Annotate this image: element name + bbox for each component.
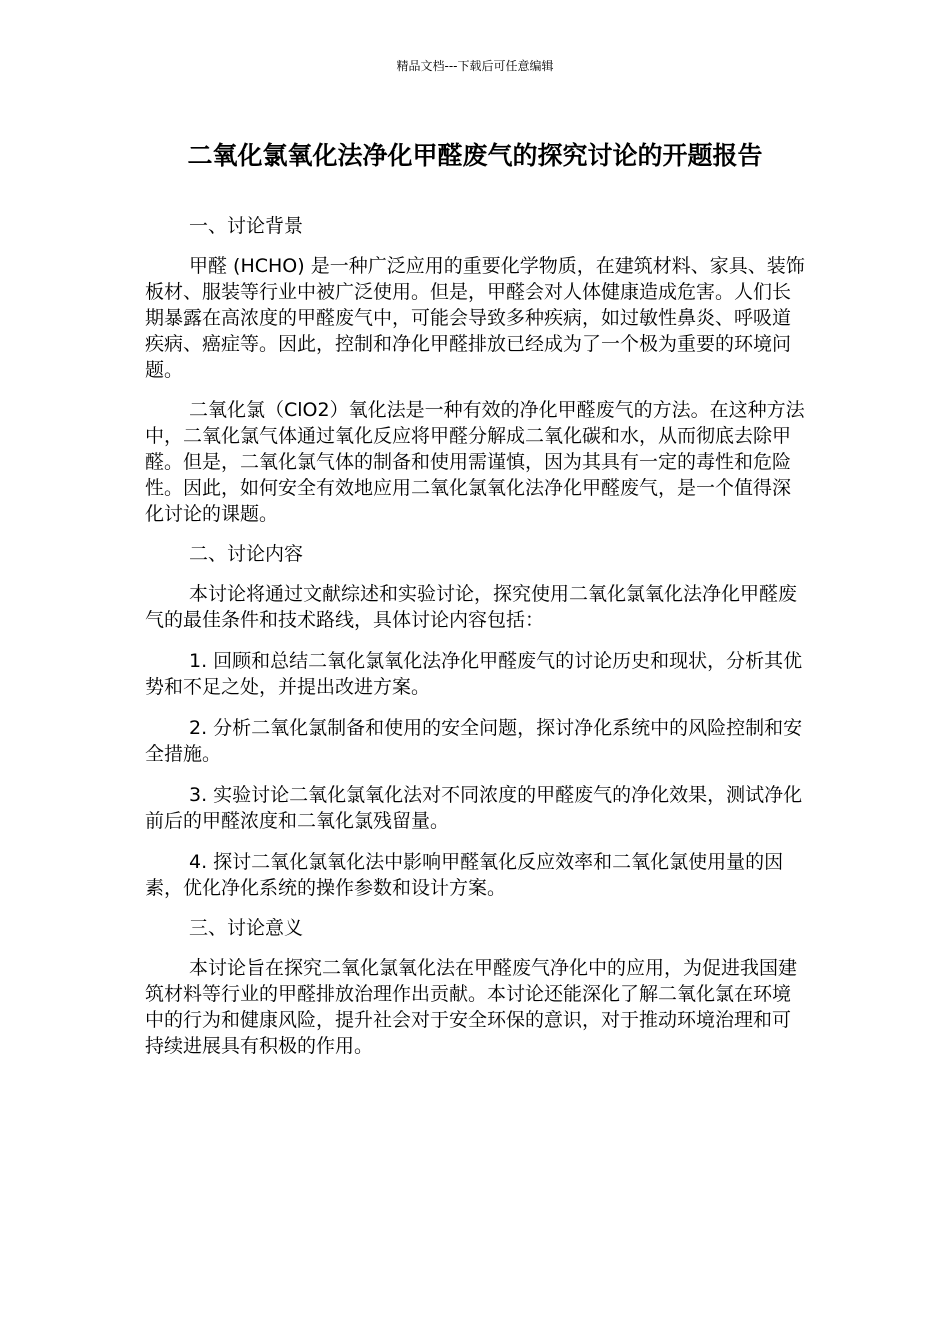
- list-item: 4. 探讨二氧化氯氧化法中影响甲醛氧化反应效率和二氧化氯使用量的因素，优化净化系统的操作参数和设计方案。: [145, 851, 784, 899]
- paragraph: 本讨论旨在探究二氧化氯氧化法在甲醛废气净化中的应用，为促进我国建筑材料等行业的甲醛排放治理作出贡献。本讨论还能深化了解二氧化氯在环境中的行为和健康风险，提升社会对于安全环保的意识，对于推动环境治理和可持续进展具有积极的作用。: [145, 957, 798, 1057]
- document-title: 二氧化氯氧化法净化甲醛废气的探究讨论的开题报告: [187, 141, 763, 170]
- paragraph: 二氧化氯（ClO2）氧化法是一种有效的净化甲醛废气的方法。在这种方法中，二氧化氯气体通过氧化反应将甲醛分解成二氧化碳和水，从而彻底去除甲醛。但是，二氧化氯气体的制备和使用需谨慎，因为其具有一定的毒性和危险性。因此，如何安全有效地应用二氧化氯氧化法净化甲醛废气，是一个值得深化讨论的课题。: [145, 399, 805, 525]
- section-heading-significance: 三、讨论意义: [189, 917, 304, 939]
- document-body: [145, 213, 807, 1059]
- list-item: 2. 分析二氧化氯制备和使用的安全问题，探讨净化系统中的风险控制和安全措施。: [145, 717, 803, 765]
- page-header: 精品文档---下载后可任意编辑: [396, 59, 554, 73]
- paragraph: 甲醛 (HCHO) 是一种广泛应用的重要化学物质，在建筑材料、家具、装饰板材、服装等行业中被广泛使用。但是，甲醛会对人体健康造成危害。人们长期暴露在高浓度的甲醛废气中，可能会导致多种疾病，如过敏性鼻炎、呼吸道疾病、癌症等。因此，控制和净化甲醛排放已经成为了一个极为重要的环境问题。: [145, 255, 805, 381]
- list-item: 1. 回顾和总结二氧化氯氧化法净化甲醛废气的讨论历史和现状，分析其优势和不足之处，并提出改进方案。: [145, 650, 803, 698]
- paragraph: 本讨论将通过文献综述和实验讨论，探究使用二氧化氯氧化法净化甲醛废气的最佳条件和技术路线，具体讨论内容包括：: [145, 583, 798, 631]
- section-heading-content: 二、讨论内容: [189, 543, 304, 565]
- section-heading-background: 一、讨论背景: [189, 215, 304, 237]
- list-item: 3. 实验讨论二氧化氯氧化法对不同浓度的甲醛废气的净化效果，测试净化前后的甲醛浓度和二氧化氯残留量。: [145, 784, 803, 832]
